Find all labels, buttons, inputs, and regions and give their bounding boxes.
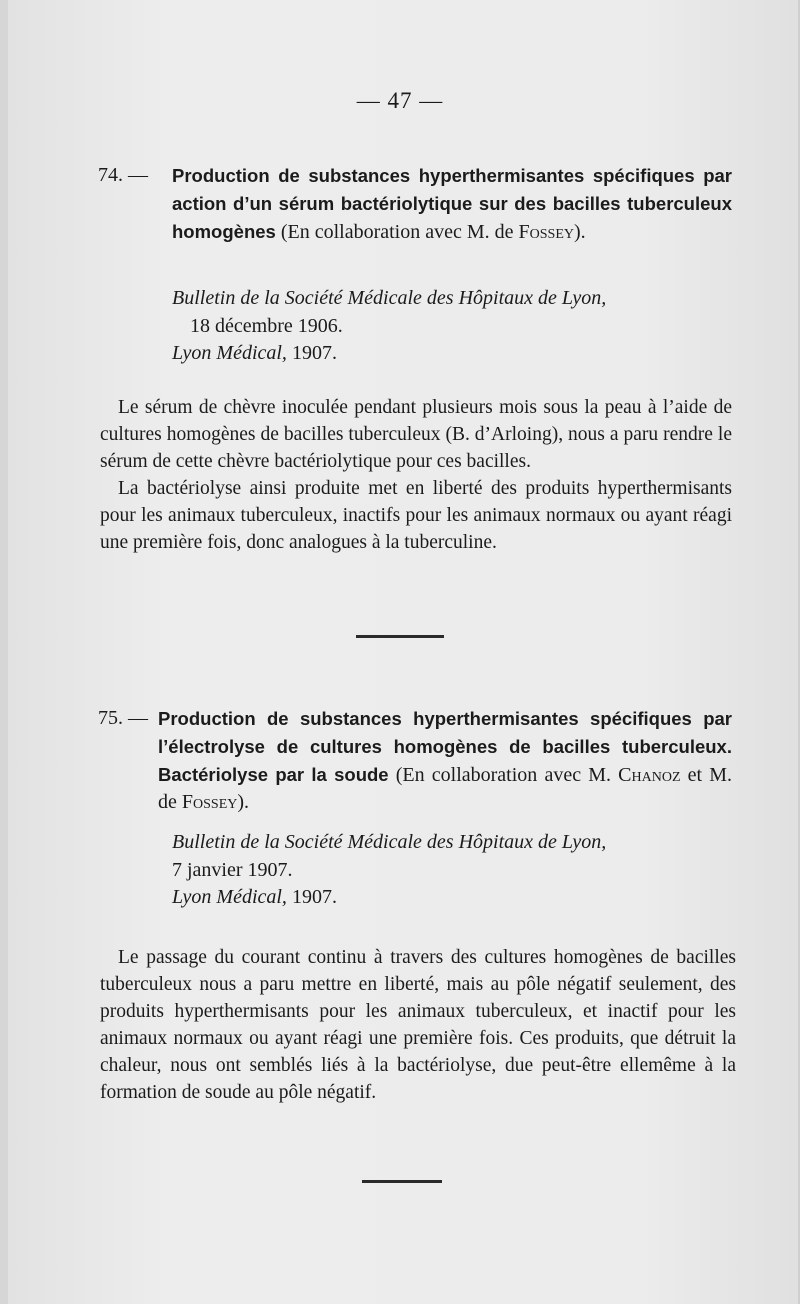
author-name: Fossey — [181, 791, 238, 813]
collaboration-note: (En collaboration avec M. de Fossey). — [280, 221, 586, 243]
entry-title-bold: Production de substances hyperthermisantes spécifiques par action d’un sérum bactériolytique sur des bacilles tuberculeux homogènes — [172, 165, 732, 242]
paragraph: Le sérum de chèvre inoculée pendant plusieurs mois sous la peau à l’aide de cultures homogènes de bacilles tuberculeux (B. d’Arloing), nous a paru rendre le sérum de cette chèvre bactériolytique pour ces bacilles. — [100, 397, 732, 472]
entry-body — [100, 944, 736, 1106]
section-divider — [362, 1180, 442, 1183]
section-divider — [356, 635, 444, 638]
paragraph: La bactériolyse ainsi produite met en liberté des produits hyperthermisants pour les animaux tuberculeux, inactifs pour les animaux normaux ou ayant réagi une première fois, donc analogues à la tuberculine. — [100, 478, 732, 553]
entry-title — [172, 162, 732, 246]
author-name: Chanoz — [618, 764, 681, 786]
reference-date: 18 décembre 1906. — [190, 315, 343, 337]
author-name: Fossey — [518, 221, 574, 243]
reference-date: 7 janvier 1907. — [172, 859, 293, 881]
entry-body — [100, 394, 732, 556]
collaboration-note: (En collaboration avec M. Chanoz et M. de Fossey). — [158, 764, 733, 813]
entry-title — [158, 705, 732, 816]
reference-lyon-medical: Lyon Médical, 1907. — [172, 342, 337, 364]
reference-bulletin: Bulletin de la Société Médicale des Hôpitaux de Lyon, 18 décembre 1906. — [172, 287, 607, 337]
entry-title-bold: Production de substances hyperthermisantes spécifiques par l’électrolyse de cultures homogènes de bacilles tuberculeux. Bactériolyse par la soude — [158, 708, 732, 785]
page-edge — [0, 0, 8, 1304]
entry-number: 74. — — [98, 164, 148, 186]
reference-lyon-medical: Lyon Médical, 1907. — [172, 886, 337, 908]
page-number: — 47 — — [356, 88, 444, 113]
entry-number: 75. — — [98, 707, 148, 729]
reference-bulletin: Bulletin de la Société Médicale des Hôpitaux de Lyon, 7 janvier 1907. — [172, 831, 607, 881]
paragraph: Le passage du courant continu à travers des cultures homogènes de bacilles tuberculeux nous a paru mettre en liberté, mais au pôle négatif seulement, des produits hyperthermisants pour les animaux tuberculeux, et inactif pour les animaux normaux ou ayant réagi une première fois. Ces produits, que détruit la chaleur, nous ont semblés liés à la bactériolyse, due peut-être ellemême à la formation de soude au pôle négatif. — [100, 947, 736, 1103]
